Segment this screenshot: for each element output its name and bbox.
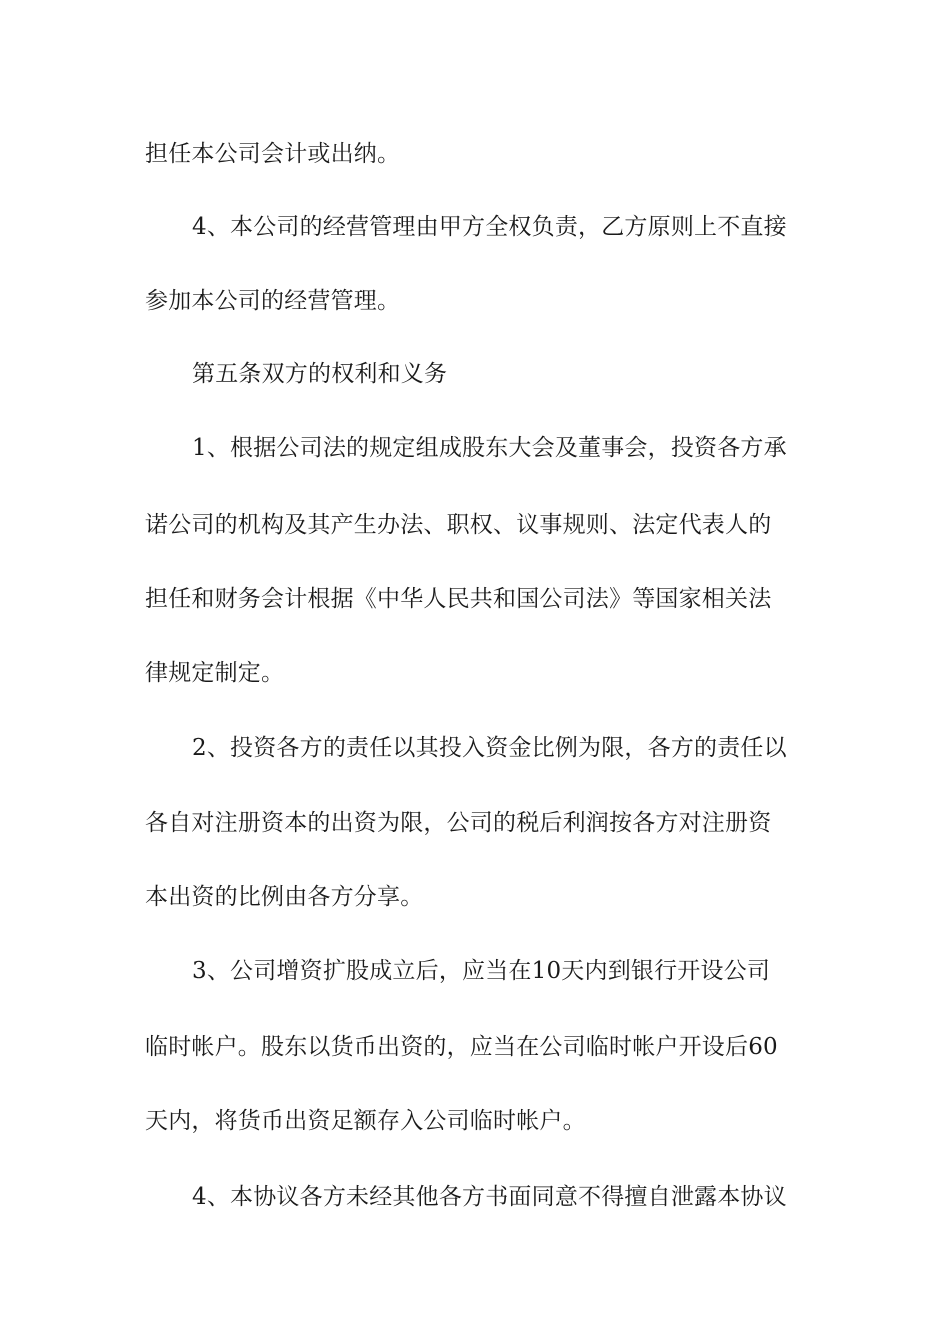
text-line: 1、根据公司法的规定组成股东大会及董事会，投资各方承 xyxy=(192,435,787,461)
text-line: 参加本公司的经营管理。 xyxy=(145,288,401,314)
text-line: 3、公司增资扩股成立后，应当在10天内到银行开设公司 xyxy=(192,958,771,984)
text-line: 律规定制定。 xyxy=(145,660,285,686)
text-line: 2、投资各方的责任以其投入资金比例为限，各方的责任以 xyxy=(192,735,787,761)
text-line: 临时帐户。股东以货币出资的，应当在公司临时帐户开设后60 xyxy=(145,1034,778,1060)
text-line: 诺公司的机构及其产生办法、职权、议事规则、法定代表人的 xyxy=(145,512,772,538)
text-line: 各自对注册资本的出资为限，公司的税后利润按各方对注册资 xyxy=(145,810,772,836)
text-line: 4、本协议各方未经其他各方书面同意不得擅自泄露本协议 xyxy=(192,1184,787,1210)
text-line: 天内，将货币出资足额存入公司临时帐户。 xyxy=(145,1108,586,1134)
section-heading: 第五条双方的权利和义务 xyxy=(192,361,448,387)
text-line: 担任和财务会计根据《中华人民共和国公司法》等国家相关法 xyxy=(145,586,772,612)
text-line: 担任本公司会计或出纳。 xyxy=(145,141,401,167)
text-line: 本出资的比例由各方分享。 xyxy=(145,884,424,910)
text-line: 4、本公司的经营管理由甲方全权负责，乙方原则上不直接 xyxy=(192,214,787,240)
